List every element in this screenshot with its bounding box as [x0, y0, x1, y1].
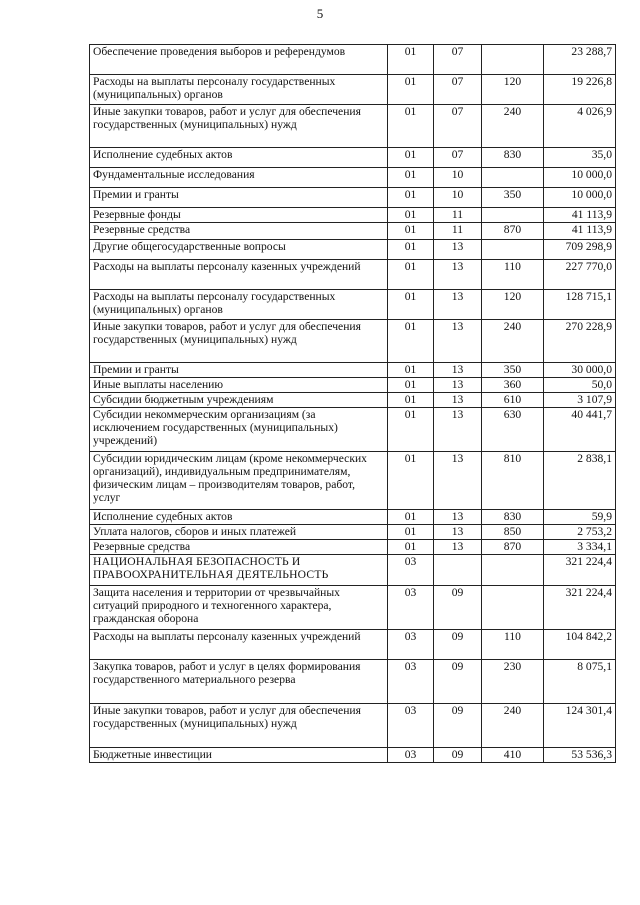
amount-cell: 19 226,8 [544, 75, 616, 105]
subsection-code-cell: 13 [434, 260, 482, 290]
section-code-cell: 03 [388, 660, 434, 704]
table-row [90, 363, 616, 378]
name-cell: Исполнение судебных актов [90, 148, 388, 168]
subsection-code-cell: 11 [434, 208, 482, 223]
name-cell: Иные закупки товаров, работ и услуг для обеспечения государственных (муниципальных) нужд [90, 105, 388, 148]
section-code-cell: 01 [388, 408, 434, 452]
expense-type-code-cell: 870 [482, 540, 544, 555]
subsection-code-cell: 09 [434, 660, 482, 704]
table-row [90, 168, 616, 188]
expense-type-code-cell: 350 [482, 363, 544, 378]
section-code-cell: 01 [388, 260, 434, 290]
table-row [90, 660, 616, 704]
expense-type-code-cell: 110 [482, 630, 544, 660]
name-cell: Резервные средства [90, 540, 388, 555]
section-code-cell: 01 [388, 45, 434, 75]
name-cell: Субсидии бюджетным учреждениям [90, 393, 388, 408]
name-cell: Резервные средства [90, 223, 388, 240]
name-cell: Расходы на выплаты персоналу государственных (муниципальных) органов [90, 75, 388, 105]
section-code-cell: 01 [388, 540, 434, 555]
expense-type-code-cell [482, 208, 544, 223]
table-row [90, 586, 616, 630]
subsection-code-cell: 13 [434, 510, 482, 525]
section-code-cell: 01 [388, 363, 434, 378]
subsection-code-cell: 07 [434, 75, 482, 105]
amount-cell: 3 107,9 [544, 393, 616, 408]
table-row [90, 748, 616, 763]
expense-type-code-cell: 810 [482, 452, 544, 510]
subsection-code-cell: 09 [434, 704, 482, 748]
expense-type-code-cell: 240 [482, 320, 544, 363]
section-code-cell: 03 [388, 630, 434, 660]
section-code-cell: 01 [388, 378, 434, 393]
table-row [90, 510, 616, 525]
section-code-cell: 01 [388, 525, 434, 540]
expense-type-code-cell: 410 [482, 748, 544, 763]
subsection-code-cell: 10 [434, 168, 482, 188]
subsection-code-cell: 13 [434, 240, 482, 260]
section-code-cell: 03 [388, 704, 434, 748]
table-row [90, 45, 616, 75]
expense-type-code-cell [482, 168, 544, 188]
expense-type-code-cell: 830 [482, 148, 544, 168]
table-row [90, 223, 616, 240]
table-row [90, 452, 616, 510]
expense-type-code-cell: 110 [482, 260, 544, 290]
table-row [90, 148, 616, 168]
amount-cell: 10 000,0 [544, 168, 616, 188]
table-row [90, 630, 616, 660]
subsection-code-cell: 13 [434, 408, 482, 452]
amount-cell: 128 715,1 [544, 290, 616, 320]
amount-cell: 41 113,9 [544, 208, 616, 223]
amount-cell: 50,0 [544, 378, 616, 393]
subsection-code-cell: 07 [434, 105, 482, 148]
expense-type-code-cell: 360 [482, 378, 544, 393]
section-code-cell: 03 [388, 586, 434, 630]
amount-cell: 3 334,1 [544, 540, 616, 555]
subsection-code-cell [434, 555, 482, 586]
subsection-code-cell: 09 [434, 748, 482, 763]
amount-cell: 10 000,0 [544, 188, 616, 208]
expense-type-code-cell: 870 [482, 223, 544, 240]
table-row [90, 393, 616, 408]
expense-type-code-cell [482, 555, 544, 586]
table-row [90, 105, 616, 148]
subsection-code-cell: 11 [434, 223, 482, 240]
subsection-code-cell: 10 [434, 188, 482, 208]
amount-cell: 8 075,1 [544, 660, 616, 704]
section-code-cell: 01 [388, 75, 434, 105]
subsection-code-cell: 13 [434, 452, 482, 510]
subsection-code-cell: 13 [434, 290, 482, 320]
amount-cell: 35,0 [544, 148, 616, 168]
table-row [90, 290, 616, 320]
subsection-code-cell: 13 [434, 320, 482, 363]
amount-cell: 124 301,4 [544, 704, 616, 748]
table-row [90, 75, 616, 105]
amount-cell: 227 770,0 [544, 260, 616, 290]
amount-cell: 321 224,4 [544, 555, 616, 586]
table-row [90, 408, 616, 452]
expense-type-code-cell: 830 [482, 510, 544, 525]
amount-cell: 270 228,9 [544, 320, 616, 363]
table-row [90, 555, 616, 586]
expense-type-code-cell: 120 [482, 75, 544, 105]
table-row [90, 260, 616, 290]
section-code-cell: 01 [388, 208, 434, 223]
budget-table-body [90, 45, 616, 763]
table-row [90, 540, 616, 555]
section-code-cell: 01 [388, 148, 434, 168]
name-cell: Обеспечение проведения выборов и референдумов [90, 45, 388, 75]
section-code-cell: 01 [388, 240, 434, 260]
name-cell: Субсидии некоммерческим организациям (за исключением государственных (муниципальных) учреждений) [90, 408, 388, 452]
section-code-cell: 01 [388, 452, 434, 510]
expense-type-code-cell: 850 [482, 525, 544, 540]
table-row [90, 240, 616, 260]
amount-cell: 40 441,7 [544, 408, 616, 452]
name-cell: Расходы на выплаты персоналу государственных (муниципальных) органов [90, 290, 388, 320]
amount-cell: 4 026,9 [544, 105, 616, 148]
page-number: 5 [316, 6, 324, 21]
section-code-cell: 01 [388, 510, 434, 525]
expense-type-code-cell: 240 [482, 704, 544, 748]
expense-type-code-cell: 230 [482, 660, 544, 704]
amount-cell: 2 838,1 [544, 452, 616, 510]
name-cell: Защита населения и территории от чрезвычайных ситуаций природного и техногенного характера, гражданская оборона [90, 586, 388, 630]
expense-type-code-cell: 610 [482, 393, 544, 408]
expense-type-code-cell: 350 [482, 188, 544, 208]
expense-type-code-cell [482, 45, 544, 75]
name-cell: Расходы на выплаты персоналу казенных учреждений [90, 630, 388, 660]
name-cell: Уплата налогов, сборов и иных платежей [90, 525, 388, 540]
name-cell: Иные закупки товаров, работ и услуг для обеспечения государственных (муниципальных) нужд [90, 320, 388, 363]
subsection-code-cell: 13 [434, 525, 482, 540]
subsection-code-cell: 13 [434, 378, 482, 393]
section-code-cell: 03 [388, 748, 434, 763]
subsection-code-cell: 13 [434, 393, 482, 408]
table-row [90, 208, 616, 223]
name-cell: НАЦИОНАЛЬНАЯ БЕЗОПАСНОСТЬ И ПРАВООХРАНИТЕЛЬНАЯ ДЕЯТЕЛЬНОСТЬ [90, 555, 388, 586]
name-cell: Иные выплаты населению [90, 378, 388, 393]
section-code-cell: 01 [388, 223, 434, 240]
expense-type-code-cell [482, 586, 544, 630]
subsection-code-cell: 09 [434, 630, 482, 660]
section-code-cell: 01 [388, 320, 434, 363]
name-cell: Закупка товаров, работ и услуг в целях формирования государственного материального резерва [90, 660, 388, 704]
section-code-cell: 01 [388, 393, 434, 408]
subsection-code-cell: 13 [434, 540, 482, 555]
table-row [90, 378, 616, 393]
name-cell: Премии и гранты [90, 188, 388, 208]
section-code-cell: 01 [388, 105, 434, 148]
name-cell: Премии и гранты [90, 363, 388, 378]
amount-cell: 53 536,3 [544, 748, 616, 763]
name-cell: Резервные фонды [90, 208, 388, 223]
name-cell: Субсидии юридическим лицам (кроме некоммерческих организаций), индивидуальным предпринимателям, физическим лицам – производителям товаров, работ, услуг [90, 452, 388, 510]
table-row [90, 704, 616, 748]
expense-type-code-cell: 630 [482, 408, 544, 452]
amount-cell: 104 842,2 [544, 630, 616, 660]
name-cell: Исполнение судебных актов [90, 510, 388, 525]
section-code-cell: 01 [388, 290, 434, 320]
subsection-code-cell: 07 [434, 45, 482, 75]
amount-cell: 41 113,9 [544, 223, 616, 240]
name-cell: Другие общегосударственные вопросы [90, 240, 388, 260]
amount-cell: 59,9 [544, 510, 616, 525]
section-code-cell: 01 [388, 168, 434, 188]
section-code-cell: 01 [388, 188, 434, 208]
amount-cell: 23 288,7 [544, 45, 616, 75]
amount-cell: 321 224,4 [544, 586, 616, 630]
expense-type-code-cell: 120 [482, 290, 544, 320]
table-row [90, 525, 616, 540]
name-cell: Иные закупки товаров, работ и услуг для обеспечения государственных (муниципальных) нужд [90, 704, 388, 748]
amount-cell: 2 753,2 [544, 525, 616, 540]
subsection-code-cell: 09 [434, 586, 482, 630]
expense-type-code-cell [482, 240, 544, 260]
amount-cell: 709 298,9 [544, 240, 616, 260]
name-cell: Фундаментальные исследования [90, 168, 388, 188]
section-code-cell: 03 [388, 555, 434, 586]
subsection-code-cell: 07 [434, 148, 482, 168]
table-row [90, 320, 616, 363]
name-cell: Расходы на выплаты персоналу казенных учреждений [90, 260, 388, 290]
budget-table [89, 44, 616, 763]
table-row [90, 188, 616, 208]
name-cell: Бюджетные инвестиции [90, 748, 388, 763]
expense-type-code-cell: 240 [482, 105, 544, 148]
subsection-code-cell: 13 [434, 363, 482, 378]
amount-cell: 30 000,0 [544, 363, 616, 378]
